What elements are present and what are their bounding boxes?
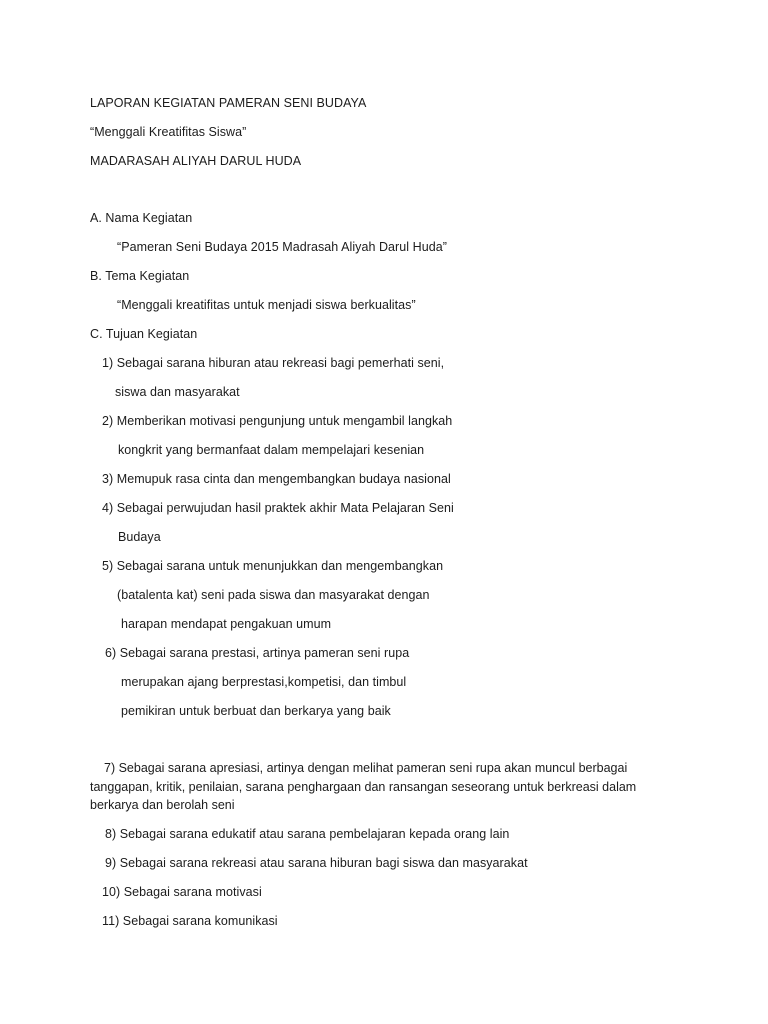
list-item-4-line-2: Budaya: [118, 530, 161, 544]
list-item-4-line-1: 4) Sebagai perwujudan hasil praktek akhir Mata Pelajaran Seni: [102, 501, 454, 515]
school-name: MADARASAH ALIYAH DARUL HUDA: [90, 154, 302, 168]
list-item-7: 7) Sebagai sarana apresiasi, artinya dengan melihat pameran seni rupa akan muncul berbagai tanggapan, kritik, penilaian, sarana penghargaan dan ransangan seseorang untuk berkreasi dalam berkarya dan berolah seni: [90, 761, 637, 812]
document-subtitle: “Menggali Kreatifitas Siswa”: [90, 125, 247, 139]
list-item-10: 10) Sebagai sarana motivasi: [102, 885, 262, 899]
list-item-1-line-2: siswa dan masyarakat: [115, 385, 240, 399]
list-item-9: 9) Sebagai sarana rekreasi atau sarana hiburan bagi siswa dan masyarakat: [105, 856, 528, 870]
list-item-2-line-2: kongkrit yang bermanfaat dalam mempelajari kesenian: [118, 443, 425, 457]
list-item-6-line-3: pemikiran untuk berbuat dan berkarya yang baik: [121, 704, 391, 718]
section-b-heading: B. Tema Kegiatan: [90, 269, 190, 283]
list-item-6-line-1: 6) Sebagai sarana prestasi, artinya pameran seni rupa: [105, 646, 410, 660]
section-a-heading: A. Nama Kegiatan: [90, 211, 193, 225]
list-item-1-line-1: 1) Sebagai sarana hiburan atau rekreasi bagi pemerhati seni,: [102, 356, 445, 370]
list-item-5-line-1: 5) Sebagai sarana untuk menunjukkan dan mengembangkan: [102, 559, 444, 573]
list-item-2-line-1: 2) Memberikan motivasi pengunjung untuk mengambil langkah: [102, 414, 453, 428]
section-b-content: “Menggali kreatifitas untuk menjadi siswa berkualitas”: [117, 298, 416, 312]
document-title: LAPORAN KEGIATAN PAMERAN SENI BUDAYA: [90, 96, 367, 110]
section-a-content: “Pameran Seni Budaya 2015 Madrasah Aliyah Darul Huda”: [117, 240, 447, 254]
list-item-11: 11) Sebagai sarana komunikasi: [102, 914, 278, 928]
list-item-6-line-2: merupakan ajang berprestasi,kompetisi, dan timbul: [121, 675, 407, 689]
list-item-5-line-3: harapan mendapat pengakuan umum: [121, 617, 332, 631]
list-item-8: 8) Sebagai sarana edukatif atau sarana pembelajaran kepada orang lain: [105, 827, 510, 841]
section-c-heading: C. Tujuan Kegiatan: [90, 327, 198, 341]
list-item-5-line-2: (batalenta kat) seni pada siswa dan masyarakat dengan: [117, 588, 430, 602]
list-item-3: 3) Memupuk rasa cinta dan mengembangkan budaya nasional: [102, 472, 451, 486]
